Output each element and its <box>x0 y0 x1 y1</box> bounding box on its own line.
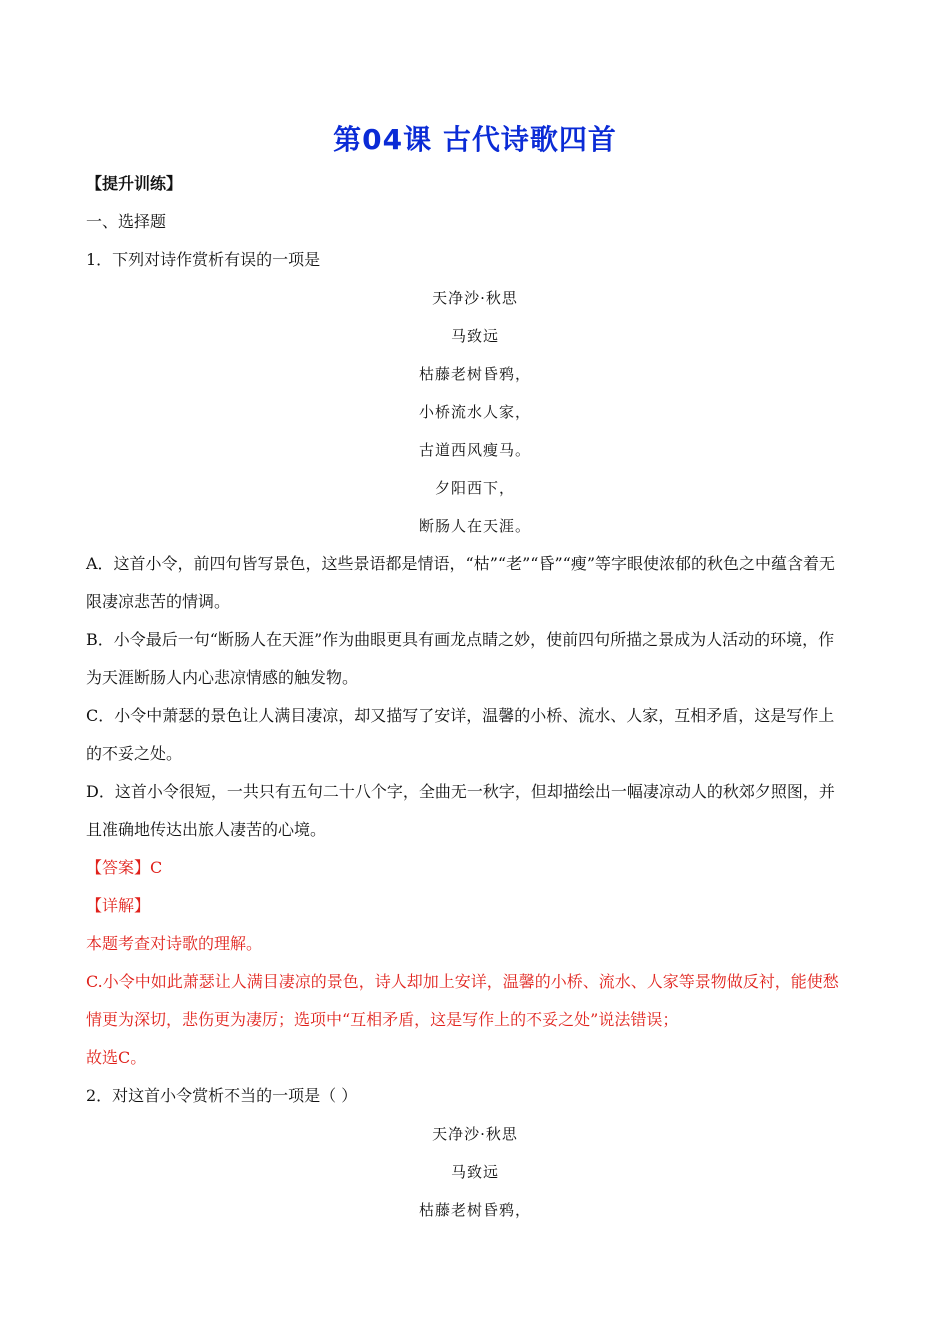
poem-line: 枯藤老树昏鸦， <box>418 1201 531 1219</box>
option-b-line-2: 为天涯断肠人内心悲凉情感的触发物。 <box>86 668 359 687</box>
poem-author: 马致远 <box>450 327 499 345</box>
detail-label: 【详解】 <box>86 896 151 915</box>
explanation-line: 情更为深切，悲伤更为凄厉；选项中“互相矛盾，这是写作上的不妥之处”说法错误； <box>86 1010 679 1029</box>
option-b-line-1: B．小令最后一句“断肠人在天涯”作为曲眼更具有画龙点睛之妙，使前四句所描之景成为人活动的环境，作 <box>86 630 835 649</box>
option-a-line-1: A．这首小令，前四句皆写景色，这些景语都是情语，“枯”“老”“昏”“瘦”等字眼使浓郁的秋色之中蕴含着无 <box>86 554 835 573</box>
page-title: 第04课 古代诗歌四首 <box>333 123 617 156</box>
poem-line: 小桥流水人家， <box>418 403 531 421</box>
option-c-line-2: 的不妥之处。 <box>86 744 183 763</box>
option-a-line-2: 限凄凉悲苦的情调。 <box>86 592 231 611</box>
option-c-line-1: C．小令中萧瑟的景色让人满目凄凉，却又描写了安详，温馨的小桥、流水、人家，互相矛盾，这是写作上 <box>86 706 835 725</box>
section-heading: 一、选择题 <box>86 212 167 231</box>
poem-line: 古道西风瘦马。 <box>418 441 531 459</box>
poem-line: 断肠人在天涯。 <box>418 517 531 535</box>
poem-title: 天净沙·秋思 <box>432 289 518 307</box>
poem-line: 枯藤老树昏鸦， <box>418 365 531 383</box>
option-d-line-2: 且准确地传达出旅人凄苦的心境。 <box>86 820 327 839</box>
explanation-line: 故选C。 <box>86 1048 147 1067</box>
poem-author: 马致远 <box>450 1163 499 1181</box>
poem-line: 夕阳西下， <box>434 479 515 497</box>
question-1-stem: 1．下列对诗作赏析有误的一项是 <box>86 250 321 269</box>
question-2-stem: 2．对这首小令赏析不当的一项是（ ） <box>86 1086 358 1105</box>
explanation-line: 本题考查对诗歌的理解。 <box>86 934 263 953</box>
explanation-line: C.小令中如此萧瑟让人满目凄凉的景色，诗人却加上安详，温馨的小桥、流水、人家等景物做反衬，能使愁 <box>86 972 839 991</box>
poem-title: 天净沙·秋思 <box>432 1125 518 1143</box>
answer-label: 【答案】C <box>86 858 163 877</box>
section-tag: 【提升训练】 <box>86 174 183 193</box>
option-d-line-1: D．这首小令很短，一共只有五句二十八个字，全曲无一秋字，但却描绘出一幅凄凉动人的秋郊夕照图，并 <box>86 782 835 801</box>
